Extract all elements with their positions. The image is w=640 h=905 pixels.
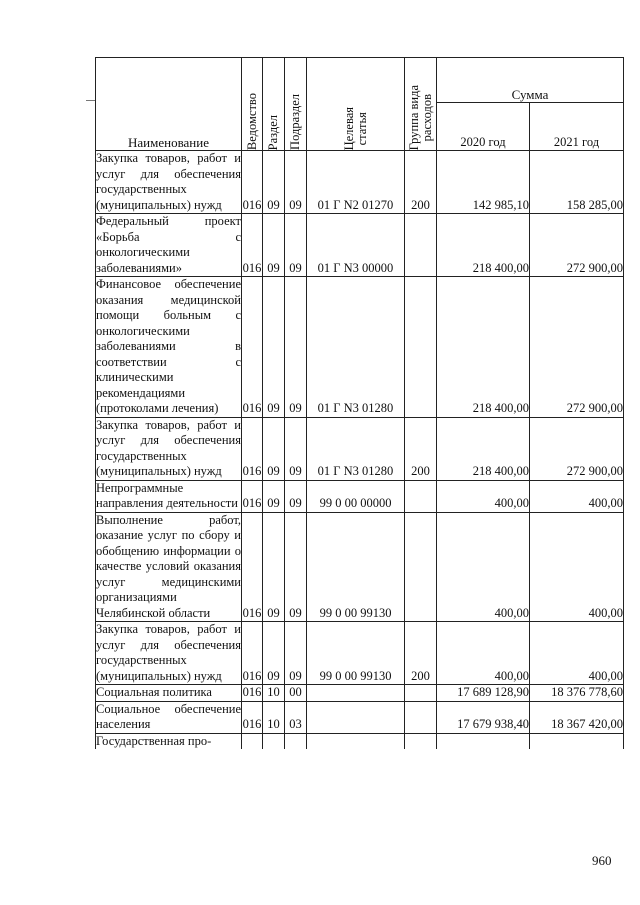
- cell-sum-2021: 400,00: [530, 512, 624, 622]
- cell-vedomstvo: 016: [242, 214, 263, 277]
- cell-sum-2021: 158 285,00: [530, 151, 624, 214]
- cell-razdel: 09: [263, 512, 285, 622]
- table-body: [96, 151, 624, 750]
- table-row: [96, 685, 624, 702]
- cell-vedomstvo: 016: [242, 622, 263, 685]
- header-year-2020: 2020 год: [437, 103, 530, 151]
- cell-razdel: 09: [263, 214, 285, 277]
- cell-sum-2021: [530, 733, 624, 749]
- table-row: [96, 277, 624, 418]
- cell-tselevaya-statya: 99 0 00 00000: [307, 480, 405, 512]
- header-razdel-label: Раздел: [266, 114, 280, 150]
- header-tselevaya-label: Целевая статья: [341, 106, 369, 150]
- table-header: [96, 58, 624, 151]
- cell-gruppa: [405, 214, 437, 277]
- header-name: Наименование: [96, 58, 242, 151]
- cell-tselevaya-statya: 01 Г N3 01280: [307, 417, 405, 480]
- cell-razdel: 10: [263, 701, 285, 733]
- table-row: [96, 622, 624, 685]
- cell-name: Закупка товаров, работ и услуг для обеспечения государственных (муниципальных) нужд: [96, 417, 241, 478]
- cell-tselevaya-statya: [307, 733, 405, 749]
- page-number: 960: [592, 853, 612, 868]
- cell-sum-2020: 17 689 128,90: [437, 685, 530, 702]
- cell-sum-2021: 400,00: [530, 480, 624, 512]
- cell-podrazdel: [285, 733, 307, 749]
- cell-sum-2021: 272 900,00: [530, 417, 624, 480]
- cell-sum-2020: 218 400,00: [437, 277, 530, 418]
- header-razdel: [263, 58, 285, 151]
- cell-vedomstvo: 016: [242, 701, 263, 733]
- cell-vedomstvo: 016: [242, 480, 263, 512]
- cell-name: Непрограммные направления деятельности: [96, 480, 242, 512]
- cell-podrazdel: 00: [285, 685, 307, 702]
- cell-tselevaya-statya: [307, 685, 405, 702]
- cell-razdel: 09: [263, 417, 285, 480]
- cell-podrazdel: 09: [285, 214, 307, 277]
- cell-podrazdel: 09: [285, 512, 307, 622]
- cell-podrazdel: 09: [285, 480, 307, 512]
- cell-sum-2020: 218 400,00: [437, 214, 530, 277]
- table-row: [96, 733, 624, 749]
- header-vedomstvo-label: Ведомство: [244, 92, 259, 150]
- cell-razdel: 09: [263, 622, 285, 685]
- cell-podrazdel: 09: [285, 417, 307, 480]
- cell-vedomstvo: 016: [242, 151, 263, 214]
- cell-name: Финансовое обеспечение оказания медицинской помощи больным с онкологическими заболеваниями в соответствии с клиническими рекомендациями (протоколами лечения): [96, 277, 241, 415]
- cell-tselevaya-statya: 01 Г N2 01270: [307, 151, 405, 214]
- cell-name: Федеральный проект «Борьба с онкологическими заболеваниями»: [96, 214, 241, 275]
- cell-gruppa: [405, 277, 437, 418]
- cell-podrazdel: 03: [285, 701, 307, 733]
- cell-sum-2021: 18 367 420,00: [530, 701, 624, 733]
- table-row: [96, 480, 624, 512]
- header-summa: Сумма: [437, 58, 624, 103]
- cell-gruppa: 200: [405, 151, 437, 214]
- cell-sum-2020: 17 679 938,40: [437, 701, 530, 733]
- cell-sum-2021: 400,00: [530, 622, 624, 685]
- cell-tselevaya-statya: [307, 701, 405, 733]
- cell-razdel: 09: [263, 480, 285, 512]
- cell-podrazdel: 09: [285, 151, 307, 214]
- margin-mark: [86, 100, 95, 101]
- table-row: [96, 151, 624, 214]
- header-tselevaya-statya: [307, 58, 405, 151]
- cell-gruppa: [405, 733, 437, 749]
- cell-razdel: 09: [263, 277, 285, 418]
- cell-name: Выполнение работ, оказание услуг по сбору и обобщению информации о качестве условий оказания услуг медицинскими организациями Челябинской области: [96, 512, 241, 620]
- cell-sum-2020: 400,00: [437, 512, 530, 622]
- cell-name: Государственная про-: [96, 733, 242, 749]
- cell-vedomstvo: [242, 733, 263, 749]
- cell-sum-2020: [437, 733, 530, 749]
- table-row: [96, 417, 624, 480]
- cell-sum-2020: 400,00: [437, 480, 530, 512]
- budget-table: [95, 57, 624, 749]
- cell-sum-2021: 272 900,00: [530, 214, 624, 277]
- cell-gruppa: [405, 685, 437, 702]
- cell-gruppa: 200: [405, 417, 437, 480]
- cell-name: Закупка товаров, работ и услуг для обеспечения государственных (муниципальных) нужд: [96, 622, 241, 683]
- cell-podrazdel: 09: [285, 622, 307, 685]
- header-gruppa-vida-raskhodov: [405, 58, 437, 151]
- cell-podrazdel: 09: [285, 277, 307, 418]
- header-vedomstvo: [242, 58, 263, 151]
- cell-tselevaya-statya: 01 Г N3 00000: [307, 214, 405, 277]
- table-row: [96, 214, 624, 277]
- cell-name: Социальная политика: [96, 685, 242, 702]
- cell-sum-2020: 142 985,10: [437, 151, 530, 214]
- cell-tselevaya-statya: 99 0 00 99130: [307, 512, 405, 622]
- cell-sum-2021: 18 376 778,60: [530, 685, 624, 702]
- header-year-2021: 2021 год: [530, 103, 624, 151]
- cell-vedomstvo: 016: [242, 512, 263, 622]
- cell-name: Социальное обеспечение населения: [96, 701, 241, 731]
- cell-gruppa: [405, 512, 437, 622]
- cell-tselevaya-statya: 01 Г N3 01280: [307, 277, 405, 418]
- cell-name: Закупка товаров, работ и услуг для обеспечения государственных (муниципальных) нужд: [96, 151, 241, 212]
- cell-sum-2021: 272 900,00: [530, 277, 624, 418]
- cell-razdel: 09: [263, 151, 285, 214]
- cell-gruppa: [405, 480, 437, 512]
- cell-razdel: 10: [263, 685, 285, 702]
- header-gruppa-label: Группа вида расходов: [406, 84, 434, 150]
- cell-gruppa: 200: [405, 622, 437, 685]
- cell-vedomstvo: 016: [242, 685, 262, 699]
- cell-tselevaya-statya: 99 0 00 99130: [307, 622, 405, 685]
- header-podrazdel: [285, 58, 307, 151]
- cell-sum-2020: 400,00: [437, 622, 530, 685]
- table-row: [96, 701, 624, 733]
- table-row: [96, 512, 624, 622]
- cell-vedomstvo: 016: [242, 277, 263, 418]
- cell-sum-2020: 218 400,00: [437, 417, 530, 480]
- cell-razdel: [263, 733, 285, 749]
- cell-vedomstvo: 016: [242, 417, 263, 480]
- header-podrazdel-label: Подраздел: [288, 94, 302, 150]
- cell-gruppa: [405, 701, 437, 733]
